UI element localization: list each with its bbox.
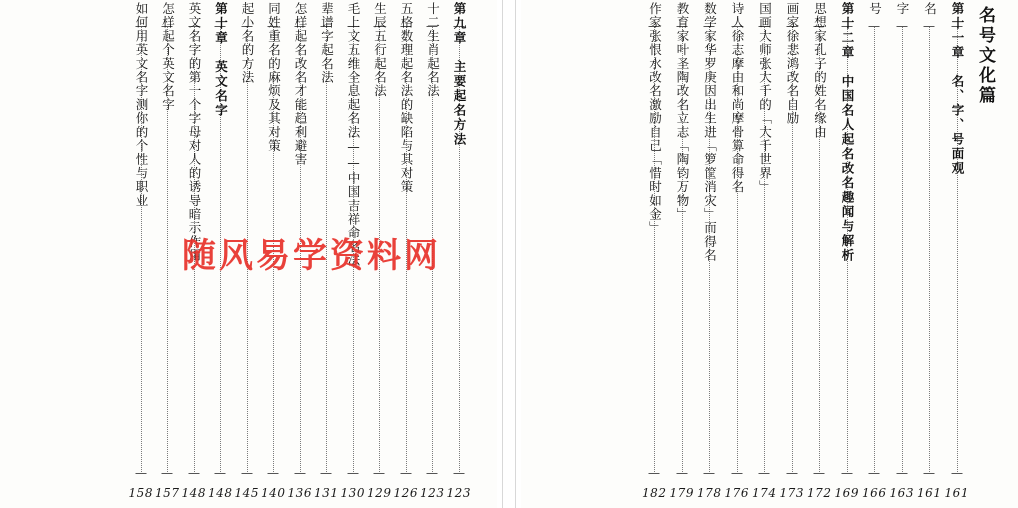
toc-page-number: 140 xyxy=(261,486,286,500)
toc-entry-inner xyxy=(647,0,661,508)
toc-entry-inner xyxy=(785,0,799,508)
toc-entry-title: 画家徐悲鸿改名自励 xyxy=(784,2,800,126)
toc-page-number: 179 xyxy=(669,486,694,500)
toc-page-number: 131 xyxy=(314,486,339,500)
toc-page-number: 130 xyxy=(340,486,365,500)
toc-page-number: 123 xyxy=(420,486,445,500)
toc-entry-title: 怎样起个英文名字 xyxy=(160,2,176,112)
toc-page-number: 145 xyxy=(234,486,259,500)
toc-page-number: 123 xyxy=(446,486,471,500)
toc-entry-title: 怎样起名改名才能趋利避害 xyxy=(292,2,308,167)
toc-page-number: 182 xyxy=(642,486,667,500)
toc-entry-title: 诗人徐志摩由和尚摩骨算命得名 xyxy=(729,2,745,194)
toc-entry-inner xyxy=(757,0,771,508)
toc-entry-inner xyxy=(895,0,909,508)
page-gutter xyxy=(497,0,521,508)
gutter-line-left xyxy=(502,0,503,508)
toc-entry[interactable] xyxy=(833,0,861,508)
toc-entry-inner xyxy=(950,0,964,508)
right-page-entry-list xyxy=(641,0,999,508)
toc-entry-inner xyxy=(730,0,744,508)
toc-page-number: 169 xyxy=(834,486,859,500)
toc-entry-title: 毛上文五维全息起名法——中国吉祥命名法 xyxy=(345,2,361,268)
toc-page-number: 148 xyxy=(181,486,206,500)
toc-entry-title: 名 xyxy=(922,2,938,16)
toc-entry-title: 第十二章 中国名人起名改名趣闻与解析 xyxy=(839,2,855,263)
toc-page-number: 163 xyxy=(889,486,914,500)
toc-entry-title: 国画大师张大千的「大千世界」 xyxy=(757,2,773,194)
toc-entry[interactable] xyxy=(446,0,473,508)
toc-entry-title: 教育家叶圣陶改名立志「陶钧万物」 xyxy=(674,2,690,222)
toc-entry-title: 英文名字的第一个字母对人的诱导暗示作用 xyxy=(186,2,202,263)
toc-entry[interactable] xyxy=(128,0,155,508)
toc-entry-inner xyxy=(867,0,881,508)
toc-page-number: 166 xyxy=(862,486,887,500)
toc-page-number: 157 xyxy=(155,486,180,500)
toc-entry[interactable] xyxy=(861,0,889,508)
toc-page-number: 178 xyxy=(697,486,722,500)
toc-entry-title: 号 xyxy=(867,2,883,16)
toc-entry[interactable] xyxy=(751,0,779,508)
toc-entry-title: 第九章 主要起名方法 xyxy=(451,2,467,147)
toc-entry-title: 生辰五行起名法 xyxy=(372,2,388,98)
toc-entry[interactable] xyxy=(806,0,834,508)
toc-page-number: 136 xyxy=(287,486,312,500)
toc-entry-title: 第十章 英文名字 xyxy=(213,2,229,118)
toc-entry-title: 字 xyxy=(894,2,910,16)
toc-page-number: 173 xyxy=(779,486,804,500)
toc-entry[interactable] xyxy=(916,0,944,508)
gutter-line-right xyxy=(515,0,516,508)
toc-entry-title: 作家张恨水改名激励自己「惜时如金」 xyxy=(647,2,663,235)
toc-entry-inner xyxy=(812,0,826,508)
toc-entry[interactable] xyxy=(154,0,181,508)
toc-page-number: 172 xyxy=(807,486,832,500)
toc-entry-title: 数学家华罗庚因出生进「箩筐消灾」而得名 xyxy=(702,2,718,263)
toc-entry-title: 辈谱字起名法 xyxy=(319,2,335,85)
toc-entry-title: 起小名的方法 xyxy=(239,2,255,85)
toc-entry[interactable] xyxy=(668,0,696,508)
toc-page-number: 129 xyxy=(367,486,392,500)
watermark: 随风易学资料网 xyxy=(182,236,441,276)
toc-entry[interactable] xyxy=(696,0,724,508)
toc-page-number: 174 xyxy=(752,486,777,500)
toc-entry-inner xyxy=(452,0,466,508)
toc-entry-title: 同姓重名的麻烦及其对策 xyxy=(266,2,282,153)
toc-entry-title: 五格数理起名法的缺陷与其对策 xyxy=(398,2,414,194)
toc-entry-inner xyxy=(134,0,148,508)
toc-page-number: 161 xyxy=(944,486,969,500)
toc-page-number: 148 xyxy=(208,486,233,500)
toc-entry[interactable] xyxy=(778,0,806,508)
toc-page-number: 176 xyxy=(724,486,749,500)
right-page xyxy=(521,0,1018,508)
toc-entry-inner xyxy=(922,0,936,508)
toc-entry-inner xyxy=(160,0,174,508)
toc-entry-title: 思想家孔子的姓名缘由 xyxy=(812,2,828,139)
toc-entry-title: 第十一章 名、字、号面观 xyxy=(949,2,965,176)
toc-entry[interactable] xyxy=(888,0,916,508)
toc-entry-inner xyxy=(840,0,854,508)
toc-entry[interactable] xyxy=(943,0,971,508)
toc-entry[interactable] xyxy=(971,0,999,508)
toc-entry[interactable] xyxy=(641,0,669,508)
toc-entry-inner xyxy=(974,0,994,508)
toc-page-number: 158 xyxy=(128,486,153,500)
toc-page-number: 126 xyxy=(393,486,418,500)
toc-page-number: 161 xyxy=(917,486,942,500)
toc-entry-title: 名号文化篇 xyxy=(975,6,996,106)
toc-entry-title: 如何用英文名字测你的个性与职业 xyxy=(133,2,149,208)
toc-entry-inner xyxy=(702,0,716,508)
toc-entry[interactable] xyxy=(723,0,751,508)
toc-entry-title: 十二生肖起名法 xyxy=(425,2,441,98)
toc-entry-inner xyxy=(675,0,689,508)
